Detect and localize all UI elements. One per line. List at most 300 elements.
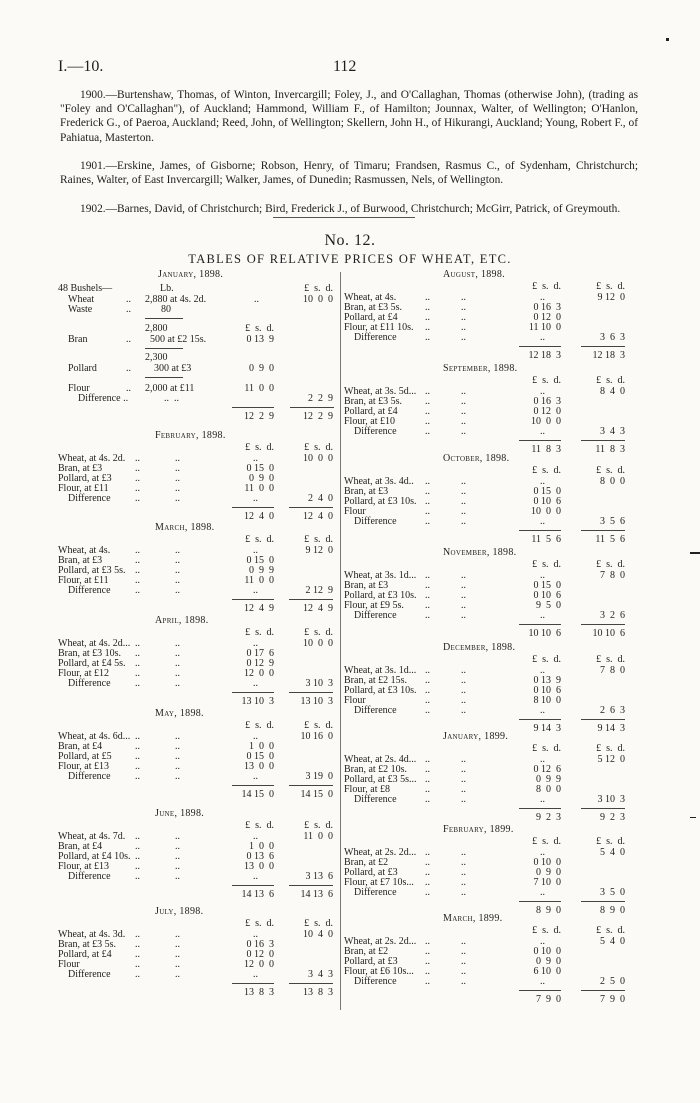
dots: .. xyxy=(135,658,140,669)
bran-label: Bran, at £2 xyxy=(344,857,389,868)
dots: .. xyxy=(175,473,180,484)
bran-price: 0 15 0 xyxy=(246,463,274,474)
dots: .. xyxy=(535,847,545,858)
pollard-price: 0 12 9 xyxy=(246,658,274,669)
dots: .. xyxy=(248,453,258,464)
dots: .. xyxy=(175,585,180,596)
dots: .. xyxy=(461,476,466,487)
total-b: 11 5 6 xyxy=(595,534,625,545)
total-rule xyxy=(581,990,625,991)
dots: .. xyxy=(248,731,258,742)
dots: .. xyxy=(126,363,131,374)
dots: .. xyxy=(254,294,259,305)
difference-value: 2 12 9 xyxy=(305,585,333,596)
total-rule xyxy=(581,440,625,441)
total-b: 13 10 3 xyxy=(300,696,333,707)
month-heading: March, 1899. xyxy=(443,913,503,924)
bran-label: Bran, at £2 xyxy=(344,946,389,957)
dots: .. xyxy=(175,453,180,464)
dots: .. xyxy=(425,685,430,696)
wheat-price: 7 8 0 xyxy=(600,665,625,676)
lsd-heading: £ s. d. xyxy=(532,465,561,476)
dots: .. xyxy=(175,841,180,852)
dots: .. xyxy=(461,302,466,313)
wheat-label: Wheat, at 4s. xyxy=(344,292,397,303)
dots: .. xyxy=(175,949,180,960)
lsd-heading: £ s. d. xyxy=(245,323,274,334)
dots: .. xyxy=(175,565,180,576)
pollard-label: Pollard, at £4 xyxy=(58,949,112,960)
section-divider xyxy=(273,217,415,218)
total-a: 12 4 9 xyxy=(244,603,274,614)
total-a: 12 4 0 xyxy=(244,511,274,522)
total-rule xyxy=(519,808,561,809)
dots: .. xyxy=(248,585,258,596)
dots: .. xyxy=(461,600,466,611)
difference-label: Difference xyxy=(354,516,397,527)
dots: .. xyxy=(461,774,466,785)
bran-label: Bran, at £3 xyxy=(344,580,389,591)
dots: .. xyxy=(535,386,545,397)
dots: .. xyxy=(535,936,545,947)
dots: .. xyxy=(248,678,258,689)
wheat-label: Wheat, at 3s. 1d... xyxy=(344,570,417,581)
dots: .. xyxy=(175,761,180,772)
pollard-label: Pollard, at £3 xyxy=(344,956,398,967)
dots: .. xyxy=(135,949,140,960)
total-b: 12 4 9 xyxy=(303,603,333,614)
difference-label: Difference xyxy=(68,493,111,504)
page-number: 112 xyxy=(333,58,357,75)
dots: .. xyxy=(535,610,545,621)
pollard-label: Pollard, at £3 10s. xyxy=(344,496,417,507)
pollard-price: 0 12 0 xyxy=(533,312,561,323)
bran-price: 0 16 3 xyxy=(533,396,561,407)
lsd-heading: £ s. d. xyxy=(596,836,625,847)
dots: .. xyxy=(425,600,430,611)
difference-value: 3 19 0 xyxy=(305,771,333,782)
dots: .. xyxy=(425,332,430,343)
lsd-heading: £ s. d. xyxy=(245,820,274,831)
lsd-heading: £ s. d. xyxy=(596,375,625,386)
dots: .. xyxy=(135,871,140,882)
wheat-price: 5 4 0 xyxy=(600,936,625,947)
dots: .. xyxy=(535,292,545,303)
dots: .. xyxy=(126,334,131,345)
pollard-price: 0 9 0 xyxy=(536,956,561,967)
pollard-label: Pollard, at £3 xyxy=(344,867,398,878)
difference-label: Difference xyxy=(354,794,397,805)
total-rule xyxy=(519,990,561,991)
total-a: 9 14 3 xyxy=(533,723,561,734)
dots: .. xyxy=(425,784,430,795)
total-rule xyxy=(519,346,561,347)
pollard-price: 0 9 9 xyxy=(249,565,274,576)
difference-value: 2 4 0 xyxy=(308,493,333,504)
dots: .. xyxy=(461,570,466,581)
month-heading: July, 1898. xyxy=(155,906,204,917)
dots: .. xyxy=(248,493,258,504)
total-rule xyxy=(289,785,333,786)
dots: .. xyxy=(461,976,466,987)
bran-label: Bran, at £3 5s. xyxy=(344,302,403,313)
total-a: 11 5 6 xyxy=(531,534,561,545)
wheat-label: Wheat, at 2s. 4d... xyxy=(344,754,417,765)
wheat-price: 8 4 0 xyxy=(600,386,625,397)
dots: .. xyxy=(135,751,140,762)
dots: .. xyxy=(135,929,140,940)
bran-price: 1 0 0 xyxy=(249,841,274,852)
dots: .. xyxy=(425,322,430,333)
dots: .. xyxy=(135,585,140,596)
dots: .. xyxy=(461,496,466,507)
month-heading: April, 1898. xyxy=(155,615,209,626)
bran-price: 0 12 6 xyxy=(533,764,561,775)
pollard-price: 0 9 0 xyxy=(249,473,274,484)
flour-price: 10 0 0 xyxy=(531,506,561,517)
dots: .. xyxy=(135,761,140,772)
dots: .. xyxy=(461,292,466,303)
lsd-heading: £ s. d. xyxy=(596,281,625,292)
difference-value: 3 13 6 xyxy=(305,871,333,882)
lsd-heading: £ s. d. xyxy=(304,534,333,545)
bran-price: 0 15 0 xyxy=(533,486,561,497)
total-rule xyxy=(581,808,625,809)
dots: .. xyxy=(425,496,430,507)
dots: .. xyxy=(126,383,131,394)
dots: .. xyxy=(535,887,545,898)
dots: .. xyxy=(175,638,180,649)
dots: .. xyxy=(461,936,466,947)
bran-label: Bran, at £2 10s. xyxy=(344,764,408,775)
dots: .. xyxy=(461,847,466,858)
total-a: 12 18 3 xyxy=(528,350,561,361)
pollard-label: Pollard, at £3 10s. xyxy=(344,590,417,601)
dots: .. xyxy=(425,610,430,621)
bran-label: Bran, at £4 xyxy=(58,741,103,752)
pollard-price: 0 10 6 xyxy=(533,590,561,601)
total-rule xyxy=(581,901,625,902)
difference-label: Difference xyxy=(68,771,111,782)
pollard-label: Pollard, at £4 xyxy=(344,312,398,323)
dots: .. xyxy=(425,887,430,898)
bushels-label: 48 Bushels— xyxy=(58,283,113,294)
dots: .. xyxy=(425,312,430,323)
lsd-heading: £ s. d. xyxy=(532,654,561,665)
dots: .. xyxy=(175,668,180,679)
pollard-price: 0 10 6 xyxy=(533,496,561,507)
bran-label: Bran, at £3 5s. xyxy=(344,396,403,407)
wheat-label: Wheat, at 3s. 1d... xyxy=(344,665,417,676)
table-title: TABLES OF RELATIVE PRICES OF WHEAT, ETC. xyxy=(188,252,512,266)
lsd-heading: £ s. d. xyxy=(596,559,625,570)
dots: .. xyxy=(461,956,466,967)
dots: .. xyxy=(461,386,466,397)
month-heading: February, 1899. xyxy=(443,824,514,835)
bran-label: Bran, at £3 xyxy=(344,486,389,497)
total-b: 9 14 3 xyxy=(597,723,625,734)
pollard-label: Pollard, at £4 5s. xyxy=(58,658,126,669)
dots: .. xyxy=(135,678,140,689)
pollard-label: Pollard, at £5 xyxy=(58,751,112,762)
wheat-price: 10 4 0 xyxy=(303,929,333,940)
total-rule xyxy=(581,530,625,531)
total-a: 7 9 0 xyxy=(536,994,561,1005)
pollard-label: Pollard, at £3 5s. xyxy=(58,565,126,576)
lsd-heading: £ s. d. xyxy=(304,283,333,294)
pollard-label: Pollard xyxy=(68,363,97,374)
dots: .. xyxy=(461,705,466,716)
flour-label: Flour xyxy=(344,695,366,706)
month-heading: December, 1898. xyxy=(443,642,516,653)
wheat-label: Wheat, at 4s. 2d. xyxy=(58,453,126,464)
paragraph-1901 xyxy=(60,159,638,187)
difference-value: 2 6 3 xyxy=(600,705,625,716)
dots: .. xyxy=(461,784,466,795)
dots: .. xyxy=(425,946,430,957)
total-a: 9 2 3 xyxy=(536,812,561,823)
flour-quantity: 2,000 at £11 xyxy=(145,383,195,394)
dots: .. xyxy=(135,771,140,782)
total-a: 12 2 9 xyxy=(244,411,274,422)
dots: .. xyxy=(175,575,180,586)
flour-price: 11 0 0 xyxy=(244,575,274,586)
dots: .. xyxy=(535,570,545,581)
wheat-label: Wheat, at 4s. 3d. xyxy=(58,929,126,940)
lsd-heading: £ s. d. xyxy=(304,720,333,731)
dots: .. xyxy=(425,570,430,581)
bran-subtotal: 2,800 xyxy=(145,323,168,334)
bran-label: Bran, at £2 15s. xyxy=(344,675,408,686)
total-b: 12 18 3 xyxy=(592,350,625,361)
lsd-heading: £ s. d. xyxy=(532,281,561,292)
lsd-heading: £ s. d. xyxy=(532,743,561,754)
lsd-heading: £ s. d. xyxy=(245,534,274,545)
pollard-price: 0 9 0 xyxy=(249,363,274,374)
total-rule xyxy=(581,719,625,720)
dots: .. xyxy=(135,939,140,950)
dots: .. xyxy=(425,516,430,527)
flour-price: 11 0 0 xyxy=(244,383,274,394)
dots: .. xyxy=(425,302,430,313)
flour-price: 12 0 0 xyxy=(244,668,274,679)
lsd-heading: £ s. d. xyxy=(245,720,274,731)
dots: .. xyxy=(535,426,545,437)
month-heading: March, 1898. xyxy=(155,522,215,533)
dots: .. xyxy=(461,406,466,417)
dots: .. xyxy=(461,946,466,957)
lsd-heading: £ s. d. xyxy=(596,654,625,665)
dots: .. xyxy=(175,861,180,872)
wheat-label: Wheat, at 4s. xyxy=(58,545,111,556)
dots: .. xyxy=(175,939,180,950)
difference-label: Difference xyxy=(68,678,111,689)
waste-quantity: 80 xyxy=(161,304,171,315)
lsd-heading: £ s. d. xyxy=(596,465,625,476)
subtotal-rule xyxy=(145,377,183,378)
paragraph-1902 xyxy=(60,202,638,216)
flour-label: Flour xyxy=(68,383,90,394)
dots: .. xyxy=(135,638,140,649)
dots: .. xyxy=(135,453,140,464)
dots: .. xyxy=(248,929,258,940)
lsd-heading: £ s. d. xyxy=(596,743,625,754)
column-divider xyxy=(340,272,341,1010)
dots: .. xyxy=(425,774,430,785)
bran-price: 0 10 0 xyxy=(533,857,561,868)
dots: .. xyxy=(425,695,430,706)
wheat-price: 10 0 0 xyxy=(303,294,333,305)
pollard-label: Pollard, at £4 10s. xyxy=(58,851,131,862)
dots: .. xyxy=(425,486,430,497)
lsd-heading: £ s. d. xyxy=(304,918,333,929)
difference-value: 3 4 3 xyxy=(600,426,625,437)
dots: .. xyxy=(461,312,466,323)
total-b: 12 2 9 xyxy=(303,411,333,422)
dots: .. xyxy=(461,580,466,591)
lsd-heading: £ s. d. xyxy=(304,820,333,831)
flour-label: Flour, at £13 xyxy=(58,761,109,772)
total-a: 13 8 3 xyxy=(244,987,274,998)
pollard-subtotal: 2,300 xyxy=(145,352,168,363)
bran-price: 0 13 9 xyxy=(246,334,274,345)
dots: .. xyxy=(135,648,140,659)
dots: .. xyxy=(135,851,140,862)
total-rule xyxy=(232,983,274,984)
dots: .. xyxy=(461,887,466,898)
dots: .. xyxy=(461,610,466,621)
dots: .. xyxy=(425,754,430,765)
bran-label: Bran xyxy=(68,334,88,345)
total-a: 11 8 3 xyxy=(531,444,561,455)
flour-label: Flour, at £11 xyxy=(58,575,109,586)
dots: .. xyxy=(248,771,258,782)
flour-label: Flour, at £12 xyxy=(58,668,109,679)
wheat-label: Wheat, at 3s. 4d.. xyxy=(344,476,414,487)
dots: .. xyxy=(425,406,430,417)
dots: .. xyxy=(461,506,466,517)
dots: .. xyxy=(135,959,140,970)
bran-price: 0 16 3 xyxy=(533,302,561,313)
pollard-label: Pollard, at £3 xyxy=(58,473,112,484)
dots: .. xyxy=(175,929,180,940)
bran-price: 1 0 0 xyxy=(249,741,274,752)
dots: .. xyxy=(175,555,180,566)
dots: .. xyxy=(175,831,180,842)
paragraph-1900-text: 1900.—Burtenshaw, Thomas, of Winton, Invercargill; Foley, J., and O'Callaghan, Thomas (otherwise John), (trading as "Foley and O'Callaghan"), of Auckland; Hammond, William F., of Hamilton; Jounnax, Walter, of Wellington; O'Hanlon, Frederick G., of Paeroa, Auckland; Reed, John, of Wellington; Skellern, John H., of Hikurangi, Auckland; Young, Robert F., of Pahiatua, Masterton. xyxy=(60,89,638,144)
flour-label: Flour, at £8 xyxy=(344,784,390,795)
total-a: 10 10 6 xyxy=(528,628,561,639)
flour-label: Flour, at £11 xyxy=(58,483,109,494)
bran-price: 0 15 0 xyxy=(246,555,274,566)
dots: .. xyxy=(135,861,140,872)
bran-label: Bran, at £3 xyxy=(58,463,103,474)
dots: .. xyxy=(135,473,140,484)
flour-price: 9 5 0 xyxy=(536,600,561,611)
total-rule xyxy=(519,440,561,441)
dots: .. xyxy=(135,731,140,742)
dots: .. xyxy=(175,741,180,752)
subtotal-rule xyxy=(145,348,183,349)
dots: .. xyxy=(535,976,545,987)
total-b: 13 8 3 xyxy=(303,987,333,998)
dots: .. xyxy=(425,976,430,987)
wheat-label: Wheat, at 4s. 2d... xyxy=(58,638,131,649)
total-b: 12 4 0 xyxy=(303,511,333,522)
total-rule xyxy=(290,407,334,408)
dots: .. xyxy=(535,332,545,343)
pollard-label: Pollard, at £3 5s... xyxy=(344,774,417,785)
flour-label: Flour xyxy=(58,959,80,970)
dots: .. xyxy=(248,831,258,842)
total-rule xyxy=(232,785,274,786)
paragraph-1900 xyxy=(60,88,638,145)
total-b: 14 15 0 xyxy=(300,789,333,800)
dots: .. xyxy=(248,871,258,882)
month-heading: June, 1898. xyxy=(155,808,205,819)
dots: .. xyxy=(175,851,180,862)
total-rule xyxy=(289,692,333,693)
dots: .. xyxy=(425,764,430,775)
dots: .. xyxy=(425,847,430,858)
difference-value: 3 10 3 xyxy=(305,678,333,689)
dots: .. xyxy=(248,545,258,556)
difference-label: Difference .. xyxy=(78,393,129,404)
dots: .. xyxy=(425,675,430,686)
flour-price: 13 0 0 xyxy=(244,861,274,872)
difference-label: Difference xyxy=(68,585,111,596)
month-heading: November, 1898. xyxy=(443,547,517,558)
flour-price: 7 10 0 xyxy=(533,877,561,888)
flour-label: Flour, at £9 5s. xyxy=(344,600,404,611)
dots: .. xyxy=(425,590,430,601)
month-heading: February, 1898. xyxy=(155,430,226,441)
pollard-price: 0 10 6 xyxy=(533,685,561,696)
flour-price: 11 0 0 xyxy=(244,483,274,494)
wheat-label: Wheat, at 4s. 6d... xyxy=(58,731,131,742)
dots: .. xyxy=(135,463,140,474)
total-rule xyxy=(519,901,561,902)
lb-heading: Lb. xyxy=(160,283,174,294)
flour-price: 8 0 0 xyxy=(536,784,561,795)
bran-price: 0 16 3 xyxy=(246,939,274,950)
wheat-label: Wheat xyxy=(68,294,95,305)
total-rule xyxy=(232,692,274,693)
dots: .. xyxy=(126,304,131,315)
dots: .. xyxy=(461,685,466,696)
dots: .. xyxy=(175,771,180,782)
dots: .. xyxy=(425,936,430,947)
dots: .. xyxy=(175,969,180,980)
dots: .. xyxy=(461,764,466,775)
dots: .. xyxy=(135,741,140,752)
total-a: 8 9 0 xyxy=(536,905,561,916)
pollard-quantity: 300 at £3 xyxy=(154,363,192,374)
total-a: 13 10 3 xyxy=(241,696,274,707)
total-rule xyxy=(519,624,561,625)
dots: .. xyxy=(175,678,180,689)
dots: .. xyxy=(535,516,545,527)
difference-value: 3 10 3 xyxy=(597,794,625,805)
pollard-price: 0 9 9 xyxy=(536,774,561,785)
total-b: 9 2 3 xyxy=(600,812,625,823)
bran-label: Bran, at £3 5s. xyxy=(58,939,117,950)
lsd-heading: £ s. d. xyxy=(245,627,274,638)
lsd-heading: £ s. d. xyxy=(304,627,333,638)
dots: .. xyxy=(425,867,430,878)
pollard-price: 0 12 0 xyxy=(533,406,561,417)
dots: .. xyxy=(135,841,140,852)
